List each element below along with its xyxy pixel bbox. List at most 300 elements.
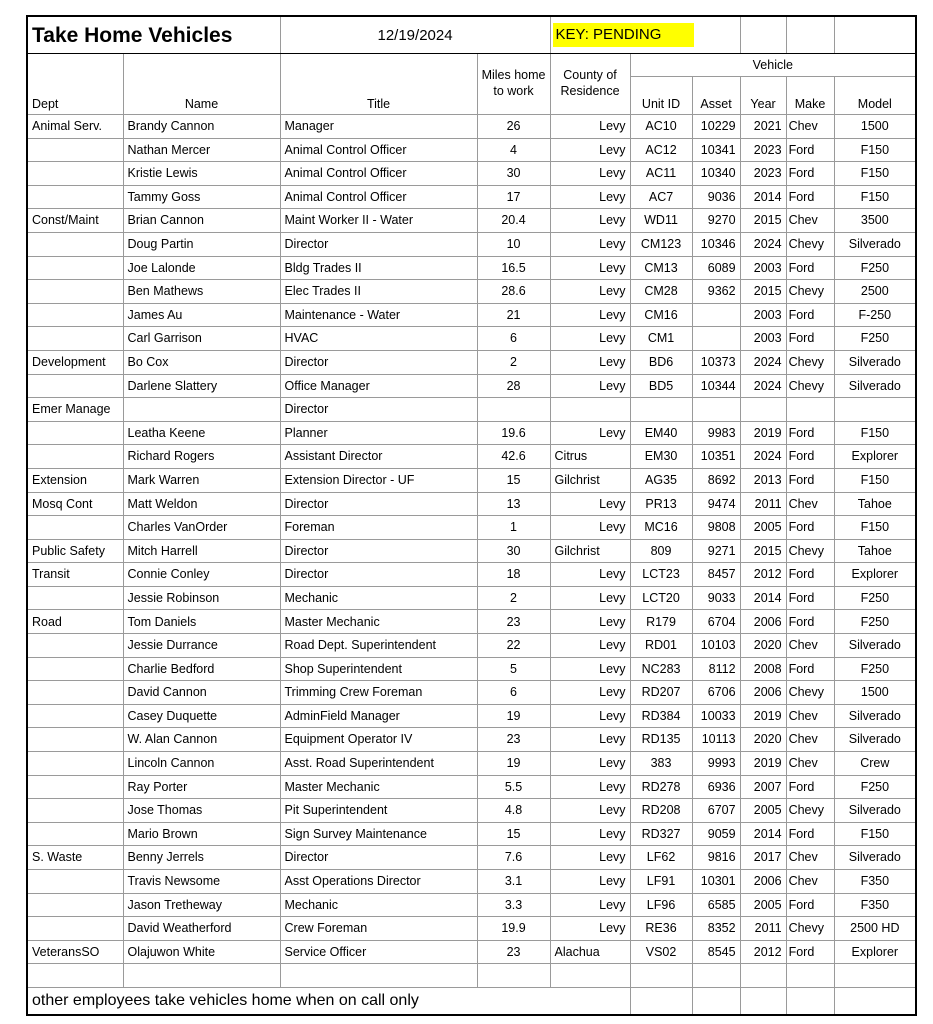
table-row <box>27 917 916 941</box>
asset-cell: 10351 <box>692 445 740 469</box>
county-cell: Levy <box>550 162 630 186</box>
table-row <box>27 822 916 846</box>
name-cell: Doug Partin <box>123 232 280 256</box>
footer-row <box>27 987 916 1015</box>
unit-id-cell: EM30 <box>630 445 692 469</box>
name-cell: Ben Mathews <box>123 280 280 304</box>
county-cell: Levy <box>550 350 630 374</box>
name-cell: Olajuwon White <box>123 940 280 964</box>
miles-cell: 30 <box>477 162 550 186</box>
year-cell: 2015 <box>740 280 786 304</box>
dept-cell <box>27 327 123 351</box>
asset-cell: 9033 <box>692 586 740 610</box>
title-cell: Master Mechanic <box>280 775 477 799</box>
asset-cell: 8112 <box>692 657 740 681</box>
miles-cell: 26 <box>477 115 550 139</box>
table-row <box>27 374 916 398</box>
title-cell: AdminField Manager <box>280 704 477 728</box>
unit-id-cell: RD135 <box>630 728 692 752</box>
year-cell: 2008 <box>740 657 786 681</box>
county-cell: Levy <box>550 822 630 846</box>
unit-id-cell: LF91 <box>630 870 692 894</box>
dept-cell: Transit <box>27 563 123 587</box>
make-cell: Chev <box>786 752 834 776</box>
dept-cell <box>27 728 123 752</box>
asset-cell: 9059 <box>692 822 740 846</box>
model-cell: F150 <box>834 185 916 209</box>
column-header-miles: Miles home to work <box>477 54 550 115</box>
name-cell: Nathan Mercer <box>123 138 280 162</box>
make-cell: Chevy <box>786 374 834 398</box>
county-cell: Levy <box>550 870 630 894</box>
column-header-dept: Dept <box>27 77 123 115</box>
county-cell: Levy <box>550 374 630 398</box>
title-cell: Planner <box>280 421 477 445</box>
table-row <box>27 468 916 492</box>
miles-cell: 19.6 <box>477 421 550 445</box>
make-cell: Ford <box>786 468 834 492</box>
table-body <box>27 115 916 988</box>
name-cell: Tom Daniels <box>123 610 280 634</box>
miles-cell <box>477 398 550 422</box>
dept-cell <box>27 964 123 988</box>
dept-cell <box>27 681 123 705</box>
year-cell: 2012 <box>740 940 786 964</box>
name-cell: Charlie Bedford <box>123 657 280 681</box>
miles-cell: 10 <box>477 232 550 256</box>
county-cell: Levy <box>550 775 630 799</box>
asset-cell: 9816 <box>692 846 740 870</box>
name-cell: Jessie Durrance <box>123 634 280 658</box>
miles-cell: 15 <box>477 822 550 846</box>
title-cell: Pit Superintendent <box>280 799 477 823</box>
miles-cell: 4 <box>477 138 550 162</box>
vehicle-group-header: Vehicle <box>630 54 916 77</box>
asset-cell: 8352 <box>692 917 740 941</box>
dept-cell: Extension <box>27 468 123 492</box>
title-cell: Director <box>280 563 477 587</box>
make-cell: Chev <box>786 209 834 233</box>
miles-cell: 16.5 <box>477 256 550 280</box>
asset-cell: 9271 <box>692 539 740 563</box>
dept-cell <box>27 185 123 209</box>
miles-cell: 20.4 <box>477 209 550 233</box>
miles-cell: 1 <box>477 516 550 540</box>
unit-id-cell: CM1 <box>630 327 692 351</box>
year-cell: 2011 <box>740 917 786 941</box>
unit-id-cell: CM123 <box>630 232 692 256</box>
county-cell: Levy <box>550 492 630 516</box>
miles-cell: 15 <box>477 468 550 492</box>
asset-cell: 10373 <box>692 350 740 374</box>
blank-cell <box>740 987 786 1015</box>
make-cell: Ford <box>786 563 834 587</box>
model-cell: F-250 <box>834 303 916 327</box>
unit-id-cell: AC10 <box>630 115 692 139</box>
county-cell: Levy <box>550 846 630 870</box>
title-cell: Mechanic <box>280 893 477 917</box>
make-cell: Ford <box>786 327 834 351</box>
unit-id-cell: LCT20 <box>630 586 692 610</box>
model-cell: F150 <box>834 822 916 846</box>
name-cell: Lincoln Cannon <box>123 752 280 776</box>
make-cell <box>786 398 834 422</box>
title-cell: Foreman <box>280 516 477 540</box>
table-row <box>27 940 916 964</box>
county-cell: Levy <box>550 303 630 327</box>
make-cell: Chev <box>786 115 834 139</box>
asset-cell: 10346 <box>692 232 740 256</box>
miles-cell: 28 <box>477 374 550 398</box>
unit-id-cell: RD207 <box>630 681 692 705</box>
model-cell: F150 <box>834 421 916 445</box>
dept-cell <box>27 138 123 162</box>
make-cell: Chevy <box>786 280 834 304</box>
county-cell: Citrus <box>550 445 630 469</box>
dept-cell <box>27 870 123 894</box>
make-cell <box>786 964 834 988</box>
dept-cell <box>27 586 123 610</box>
county-cell: Levy <box>550 256 630 280</box>
dept-cell: Development <box>27 350 123 374</box>
year-cell: 2015 <box>740 539 786 563</box>
name-cell: Jose Thomas <box>123 799 280 823</box>
make-cell: Ford <box>786 421 834 445</box>
make-cell: Ford <box>786 775 834 799</box>
model-cell: 2500 HD <box>834 917 916 941</box>
title-cell: Animal Control Officer <box>280 185 477 209</box>
table-row <box>27 799 916 823</box>
county-cell: Levy <box>550 586 630 610</box>
miles-cell: 6 <box>477 681 550 705</box>
county-cell: Levy <box>550 327 630 351</box>
miles-cell: 2 <box>477 350 550 374</box>
unit-id-cell: RD01 <box>630 634 692 658</box>
county-cell: Levy <box>550 280 630 304</box>
dept-cell <box>27 374 123 398</box>
title-cell: Shop Superintendent <box>280 657 477 681</box>
key-pending-label: KEY: PENDING <box>553 23 694 47</box>
blank-cell <box>630 987 692 1015</box>
column-header-year: Year <box>740 77 786 115</box>
name-cell <box>123 964 280 988</box>
miles-cell: 6 <box>477 327 550 351</box>
table-row <box>27 209 916 233</box>
column-header-county: County of Residence <box>550 54 630 115</box>
unit-id-cell: LF62 <box>630 846 692 870</box>
asset-cell: 9474 <box>692 492 740 516</box>
miles-cell: 19.9 <box>477 917 550 941</box>
title-cell: Maintenance - Water <box>280 303 477 327</box>
year-cell: 2024 <box>740 374 786 398</box>
asset-cell: 9362 <box>692 280 740 304</box>
miles-cell: 13 <box>477 492 550 516</box>
table-row <box>27 492 916 516</box>
county-cell: Levy <box>550 232 630 256</box>
unit-id-cell: CM16 <box>630 303 692 327</box>
miles-cell: 42.6 <box>477 445 550 469</box>
column-header-model: Model <box>834 77 916 115</box>
title-cell: Elec Trades II <box>280 280 477 304</box>
name-cell: Jason Tretheway <box>123 893 280 917</box>
name-cell: Mario Brown <box>123 822 280 846</box>
miles-cell <box>477 964 550 988</box>
blank-cell <box>27 54 123 77</box>
year-cell: 2024 <box>740 350 786 374</box>
title-cell: Bldg Trades II <box>280 256 477 280</box>
model-cell: F150 <box>834 468 916 492</box>
miles-cell: 2 <box>477 586 550 610</box>
unit-id-cell: R179 <box>630 610 692 634</box>
make-cell: Ford <box>786 256 834 280</box>
model-cell: Silverado <box>834 232 916 256</box>
unit-id-cell <box>630 964 692 988</box>
make-cell: Ford <box>786 445 834 469</box>
name-cell: Bo Cox <box>123 350 280 374</box>
footer-note: other employees take vehicles home when on call only <box>27 987 630 1015</box>
make-cell: Chev <box>786 870 834 894</box>
asset-cell: 8692 <box>692 468 740 492</box>
asset-cell: 9983 <box>692 421 740 445</box>
unit-id-cell: RD208 <box>630 799 692 823</box>
year-cell: 2014 <box>740 185 786 209</box>
report-date: 12/19/2024 <box>280 16 550 54</box>
year-cell: 2006 <box>740 681 786 705</box>
year-cell: 2023 <box>740 162 786 186</box>
dept-cell <box>27 256 123 280</box>
asset-cell <box>692 327 740 351</box>
model-cell: F250 <box>834 586 916 610</box>
county-cell <box>550 398 630 422</box>
model-cell: F350 <box>834 893 916 917</box>
county-cell: Levy <box>550 634 630 658</box>
unit-id-cell: RD384 <box>630 704 692 728</box>
sheet-title: Take Home Vehicles <box>27 16 280 54</box>
title-cell: Maint Worker II - Water <box>280 209 477 233</box>
blank-cell <box>123 54 280 77</box>
unit-id-cell <box>630 398 692 422</box>
table-row <box>27 115 916 139</box>
make-cell: Chevy <box>786 350 834 374</box>
table-row <box>27 327 916 351</box>
miles-cell: 30 <box>477 539 550 563</box>
make-cell: Ford <box>786 162 834 186</box>
table-row <box>27 138 916 162</box>
miles-cell: 19 <box>477 704 550 728</box>
unit-id-cell: LF96 <box>630 893 692 917</box>
miles-cell: 23 <box>477 728 550 752</box>
asset-cell <box>692 303 740 327</box>
model-cell: F250 <box>834 610 916 634</box>
blank-cell <box>692 987 740 1015</box>
table-row <box>27 185 916 209</box>
year-cell: 2014 <box>740 586 786 610</box>
year-cell: 2003 <box>740 256 786 280</box>
make-cell: Ford <box>786 822 834 846</box>
dept-cell <box>27 162 123 186</box>
year-cell: 2019 <box>740 421 786 445</box>
dept-cell <box>27 822 123 846</box>
year-cell: 2017 <box>740 846 786 870</box>
asset-cell: 8545 <box>692 940 740 964</box>
title-cell: Director <box>280 350 477 374</box>
make-cell: Ford <box>786 516 834 540</box>
asset-cell: 10340 <box>692 162 740 186</box>
name-cell: Mitch Harrell <box>123 539 280 563</box>
model-cell: F250 <box>834 256 916 280</box>
model-cell: 1500 <box>834 681 916 705</box>
year-cell: 2023 <box>740 138 786 162</box>
make-cell: Ford <box>786 657 834 681</box>
blank-cell <box>740 16 786 54</box>
title-cell <box>280 964 477 988</box>
table-row <box>27 964 916 988</box>
name-cell: Brandy Cannon <box>123 115 280 139</box>
year-cell: 2005 <box>740 799 786 823</box>
model-cell: F150 <box>834 516 916 540</box>
year-cell: 2024 <box>740 445 786 469</box>
model-cell <box>834 964 916 988</box>
dept-cell: Const/Maint <box>27 209 123 233</box>
model-cell: F250 <box>834 657 916 681</box>
miles-cell: 3.3 <box>477 893 550 917</box>
county-cell: Levy <box>550 138 630 162</box>
miles-cell: 5.5 <box>477 775 550 799</box>
unit-id-cell: BD5 <box>630 374 692 398</box>
asset-cell: 6585 <box>692 893 740 917</box>
make-cell: Ford <box>786 303 834 327</box>
table-row <box>27 893 916 917</box>
name-cell: Mark Warren <box>123 468 280 492</box>
title-cell: Animal Control Officer <box>280 138 477 162</box>
make-cell: Ford <box>786 940 834 964</box>
make-cell: Ford <box>786 586 834 610</box>
model-cell: Crew <box>834 752 916 776</box>
unit-id-cell: WD11 <box>630 209 692 233</box>
asset-cell: 10341 <box>692 138 740 162</box>
miles-cell: 3.1 <box>477 870 550 894</box>
county-cell: Levy <box>550 893 630 917</box>
unit-id-cell: NC283 <box>630 657 692 681</box>
unit-id-cell: AC7 <box>630 185 692 209</box>
take-home-vehicles-table <box>26 15 917 1016</box>
title-cell: Manager <box>280 115 477 139</box>
dept-cell <box>27 303 123 327</box>
model-cell: 2500 <box>834 280 916 304</box>
unit-id-cell: CM13 <box>630 256 692 280</box>
make-cell: Chev <box>786 704 834 728</box>
miles-cell: 4.8 <box>477 799 550 823</box>
make-cell: Ford <box>786 138 834 162</box>
unit-id-cell: PR13 <box>630 492 692 516</box>
title-cell: Master Mechanic <box>280 610 477 634</box>
miles-cell: 19 <box>477 752 550 776</box>
unit-id-cell: RD278 <box>630 775 692 799</box>
dept-cell: Road <box>27 610 123 634</box>
model-cell: 1500 <box>834 115 916 139</box>
year-cell: 2020 <box>740 728 786 752</box>
asset-cell: 10033 <box>692 704 740 728</box>
model-cell <box>834 398 916 422</box>
asset-cell: 6707 <box>692 799 740 823</box>
unit-id-cell: RD327 <box>630 822 692 846</box>
column-header-title: Title <box>280 77 477 115</box>
miles-cell: 17 <box>477 185 550 209</box>
title-cell: Road Dept. Superintendent <box>280 634 477 658</box>
dept-cell <box>27 516 123 540</box>
asset-cell: 9993 <box>692 752 740 776</box>
asset-cell: 10103 <box>692 634 740 658</box>
county-cell: Levy <box>550 704 630 728</box>
name-cell: Joe Lalonde <box>123 256 280 280</box>
table-row <box>27 610 916 634</box>
name-cell: Darlene Slattery <box>123 374 280 398</box>
county-cell: Gilchrist <box>550 468 630 492</box>
dept-cell: Animal Serv. <box>27 115 123 139</box>
name-cell: W. Alan Cannon <box>123 728 280 752</box>
table-row <box>27 563 916 587</box>
key-cell <box>550 16 740 54</box>
year-cell: 2006 <box>740 610 786 634</box>
title-cell: Director <box>280 492 477 516</box>
unit-id-cell: MC16 <box>630 516 692 540</box>
asset-cell: 10301 <box>692 870 740 894</box>
table-row <box>27 704 916 728</box>
asset-cell: 9808 <box>692 516 740 540</box>
asset-cell: 9270 <box>692 209 740 233</box>
make-cell: Ford <box>786 185 834 209</box>
year-cell: 2003 <box>740 303 786 327</box>
blank-cell <box>786 16 834 54</box>
title-cell: Assistant Director <box>280 445 477 469</box>
dept-cell: Public Safety <box>27 539 123 563</box>
model-cell: Silverado <box>834 704 916 728</box>
county-cell: Levy <box>550 917 630 941</box>
year-cell: 2012 <box>740 563 786 587</box>
unit-id-cell: EM40 <box>630 421 692 445</box>
name-cell: Connie Conley <box>123 563 280 587</box>
year-cell <box>740 398 786 422</box>
unit-id-cell: BD6 <box>630 350 692 374</box>
title-cell: Animal Control Officer <box>280 162 477 186</box>
miles-cell: 23 <box>477 940 550 964</box>
miles-cell: 18 <box>477 563 550 587</box>
table-row <box>27 162 916 186</box>
name-cell: Ray Porter <box>123 775 280 799</box>
table-row <box>27 634 916 658</box>
county-cell: Levy <box>550 209 630 233</box>
year-cell: 2021 <box>740 115 786 139</box>
county-cell: Levy <box>550 681 630 705</box>
name-cell: Matt Weldon <box>123 492 280 516</box>
unit-id-cell: CM28 <box>630 280 692 304</box>
miles-cell: 7.6 <box>477 846 550 870</box>
table-row <box>27 728 916 752</box>
table-row <box>27 516 916 540</box>
county-cell: Levy <box>550 657 630 681</box>
table-row <box>27 303 916 327</box>
title-cell: Director <box>280 539 477 563</box>
dept-cell <box>27 232 123 256</box>
asset-cell: 6089 <box>692 256 740 280</box>
year-cell: 2019 <box>740 704 786 728</box>
model-cell: Silverado <box>834 634 916 658</box>
asset-cell: 9036 <box>692 185 740 209</box>
name-cell: Travis Newsome <box>123 870 280 894</box>
title-cell: Extension Director - UF <box>280 468 477 492</box>
year-cell: 2015 <box>740 209 786 233</box>
year-cell: 2003 <box>740 327 786 351</box>
